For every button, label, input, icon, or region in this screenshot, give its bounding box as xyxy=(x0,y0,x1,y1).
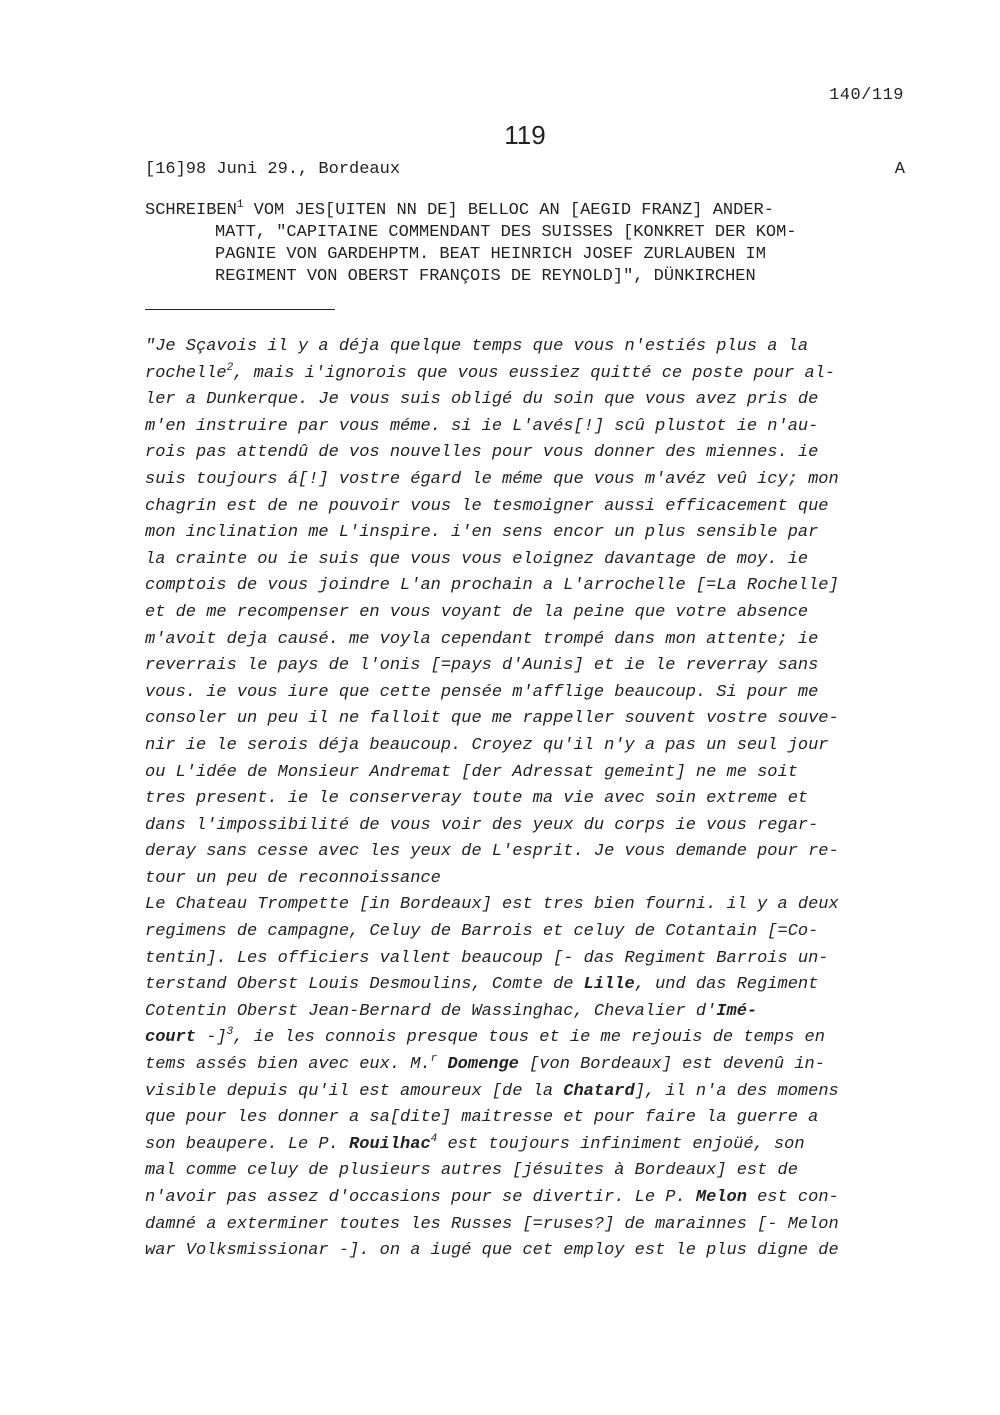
text-line: nir ie le serois déja beaucoup. Croyez qu'il n'y a pas un seul jour xyxy=(145,735,829,755)
text-line: ler a Dunkerque. Je vous suis obligé du soin que vous avez pris de xyxy=(145,390,819,410)
text-line: consoler un peu il ne falloit que me rappeller souvent vostre souve- xyxy=(145,709,839,729)
text-line: tour un peu de reconnoissance xyxy=(145,868,441,888)
text-line: Cotentin Oberst Jean-Bernard de Wassinghac, Chevalier d'Imé- xyxy=(145,1001,758,1021)
text-line: m'avoit deja causé. me voyla cependant trompé dans mon attente; ie xyxy=(145,629,819,649)
text-line: mon inclination me L'inspire. i'en sens encor un plus sensible par xyxy=(145,523,819,543)
bold-name: Lille xyxy=(583,975,635,995)
text-line: dans l'impossibilité de vous voir des yeux du corps ie vous regar- xyxy=(145,815,819,835)
text-line: court -]$^3$, ie les connois presque tous et ie me rejouis de temps en xyxy=(145,1026,825,1048)
text-line: rochelle$^2$, mais i'ignorois que vous eussiez quitté ce poste pour al- xyxy=(145,361,836,383)
text-line: suis toujours á[!] vostre égard le méme que vous m'avéz veû icy; mon xyxy=(145,469,839,489)
page-reference: 140/119 xyxy=(829,86,904,105)
text-line: rois pas attendû de vos nouvelles pour vous donner des miennes. ie xyxy=(145,443,819,463)
letter-body xyxy=(145,334,915,1265)
separator-rule xyxy=(145,309,335,310)
heading-line: PAGNIE VON GARDEHPTM. BEAT HEINRICH JOSEF ZURLAUBEN IM xyxy=(215,245,766,264)
text-line: damné a exterminer toutes les Russes [=ruses?] de marainnes [- Melon xyxy=(145,1214,839,1234)
text-line: vous. ie vous iure que cette pensée m'afflige beaucoup. Si pour me xyxy=(145,682,819,702)
footnote-ref: 4 xyxy=(430,1132,438,1145)
bold-name: Domenge xyxy=(447,1055,519,1075)
document-marker: A xyxy=(894,160,905,179)
text-line: la crainte ou ie suis que vous vous eloignez davantage de moy. ie xyxy=(145,549,809,569)
page-number: 119 xyxy=(504,120,546,150)
footnote-ref: 3 xyxy=(226,1026,234,1039)
text-line: terstand Oberst Louis Desmoulins, Comte de Lille, und das Regiment xyxy=(145,975,819,995)
text-line: Le Chateau Trompette [in Bordeaux] est tres bien fourni. il y a deux xyxy=(145,895,839,915)
text-line: visible depuis qu'il est amoureux [de la Chatard], il n'a des momens xyxy=(145,1081,839,1101)
text-line: tentin]. Les officiers vallent beaucoup [- das Regiment Barrois un- xyxy=(145,948,829,968)
text-line: comptois de vous joindre L'an prochain a L'arrochelle [=La Rochelle] xyxy=(145,576,839,596)
text-line: war Volksmissionar -]. on a iugé que cet employ est le plus digne de xyxy=(145,1241,839,1261)
text-line: regimens de campagne, Celuy de Barrois et celuy de Cotantain [=Co- xyxy=(145,922,819,942)
superscript: r xyxy=(430,1053,438,1066)
bold-name: Melon xyxy=(695,1188,747,1207)
text-line: m'en instruire par vous méme. si ie L'avés[!] scû plustot ie n'au- xyxy=(145,416,819,436)
text-line: que pour les donner a sa[dite] maitresse et pour faire la guerre a xyxy=(145,1108,819,1128)
bold-name: court xyxy=(145,1028,197,1048)
footnote-ref: 2 xyxy=(226,361,234,374)
bold-name: Rouilhac xyxy=(349,1134,431,1154)
text-line: son beaupere. Le P. Rouilhac$^4$ est toujours infiniment enjoüé, son xyxy=(145,1132,805,1154)
text-line: tres present. ie le conserveray toute ma vie avec soin extreme et xyxy=(145,789,809,809)
date-place: [16]98 Juni 29., Bordeaux xyxy=(145,160,401,179)
text-line: reverrais le pays de l'onis [=pays d'Aunis] et ie le reverray sans xyxy=(145,656,819,676)
bold-name: Chatard xyxy=(563,1081,635,1101)
footnote-ref: 1 xyxy=(236,199,244,211)
text-line: mal comme celuy de plusieurs autres [jésuites à Bordeaux] est de xyxy=(145,1161,798,1181)
heading-line: REGIMENT VON OBERST FRANÇOIS DE REYNOLD]", DÜNKIRCHEN xyxy=(215,267,756,286)
document-heading xyxy=(145,200,905,288)
date-line xyxy=(145,160,905,179)
text-line: n'avoir pas assez d'occasions pour se divertir. Le P. Melon est con- xyxy=(145,1188,839,1207)
bold-name: Imé- xyxy=(716,1001,758,1021)
text-line: et de me recompenser en vous voyant de la peine que votre absence xyxy=(145,602,809,622)
heading-line: SCHREIBEN$^1$ VOM JES[UITEN NN DE] BELLOC AN [AEGID FRANZ] ANDER- xyxy=(145,199,774,220)
heading-line: MATT, "CAPITAINE COMMENDANT DES SUISSES [KONKRET DER KOM- xyxy=(215,223,797,242)
text-line: deray sans cesse avec les yeux de L'esprit. Je vous demande pour re- xyxy=(145,842,839,862)
text-line: chagrin est de ne pouvoir vous le tesmoigner aussi efficacement que xyxy=(145,496,829,516)
text-line: "Je Sçavois il y a déja quelque temps que vous n'estiés plus a la xyxy=(145,337,809,356)
text-line: tems assés bien avec eux. M.$^r$ Domenge [von Bordeaux] est devenû in- xyxy=(145,1053,825,1075)
text-line: ou L'idée de Monsieur Andremat [der Adressat gemeint] ne me soit xyxy=(145,762,798,782)
